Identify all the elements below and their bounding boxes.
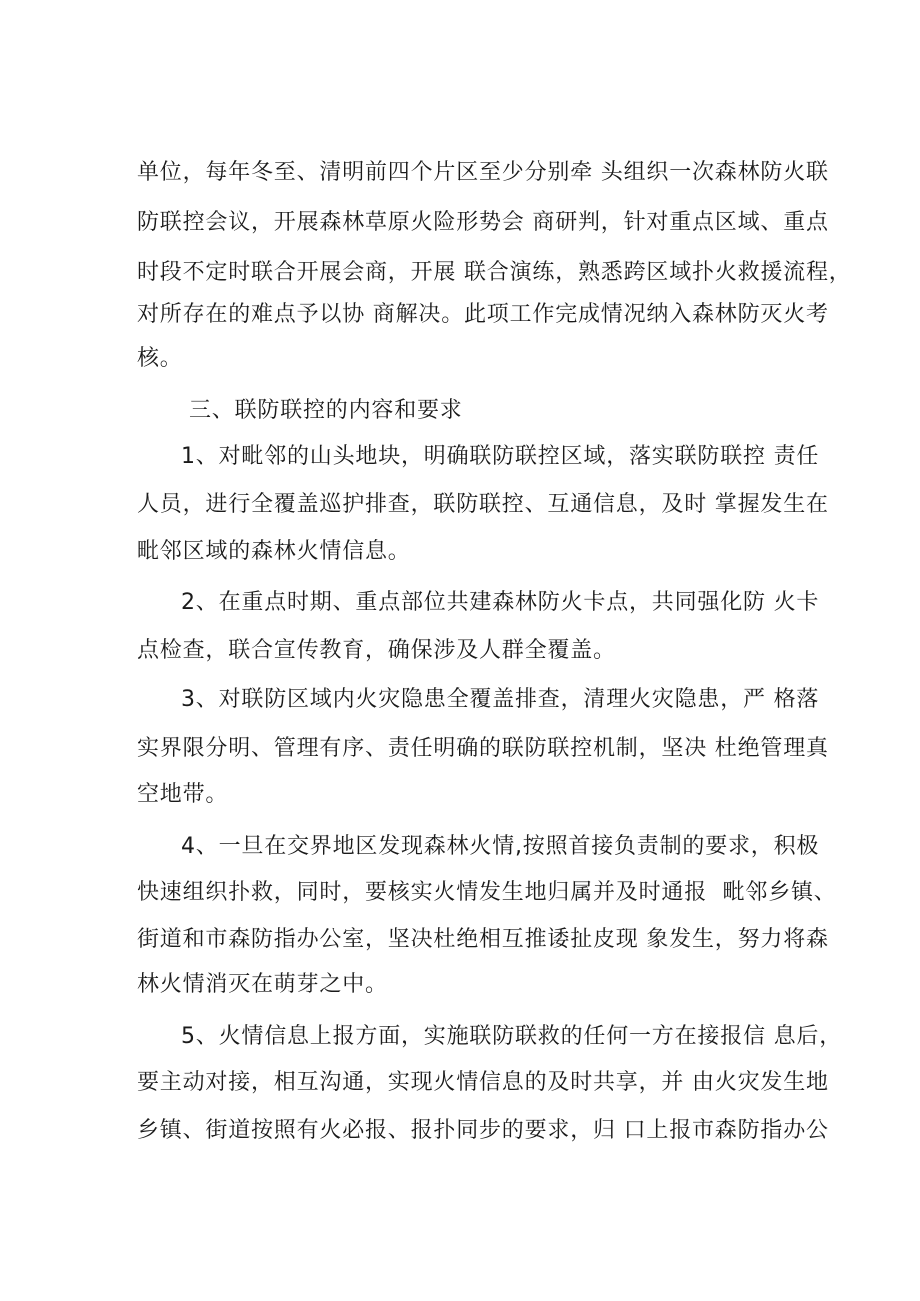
- paragraph-line: 对所存在的难点予以协 商解决。此项工作完成情况纳入森林防灭火考: [137, 302, 829, 327]
- paragraph-line: 快速组织扑救，同时，要核实火情发生地归属并及时通报 毗邻乡镇、: [137, 880, 837, 905]
- paragraph-line: 人员，进行全覆盖巡护排查，联防联控、互通信息，及时 掌握发生在: [137, 492, 829, 517]
- paragraph-line: 林火情消灭在萌芽之中。: [137, 972, 388, 997]
- paragraph-line: 单位，每年冬至、清明前四个片区至少分别牵 头组织一次森林防火联: [137, 160, 829, 185]
- paragraph-line: 实界限分明、管理有序、责任明确的联防联控机制，坚决 杜绝管理真: [137, 736, 829, 761]
- paragraph-line: 2、在重点时期、重点部位共建森林防火卡点，共同强化防 火卡: [181, 590, 820, 615]
- paragraph-line: 要主动对接，相互沟通，实现火情信息的及时共享，并 由火灾发生地: [137, 1070, 829, 1095]
- paragraph-line: 时段不定时联合开展会商，开展 联合演练，熟悉跨区域扑火救援流程，: [137, 260, 852, 285]
- paragraph-line: 3、对联防区域内火灾隐患全覆盖排查，清理火灾隐患，严 格落: [181, 687, 820, 712]
- paragraph-line: 空地带。: [137, 782, 229, 807]
- paragraph-line: 街道和市森防指办公室，坚决杜绝相互推诿扯皮现 象发生，努力将森: [137, 927, 829, 952]
- paragraph-line: 核。: [137, 346, 183, 371]
- paragraph-line: 乡镇、街道按照有火必报、报扑同步的要求，归 口上报市森防指办公: [137, 1118, 829, 1143]
- paragraph-line: 4、一旦在交界地区发现森林火情,按照首接负责制的要求，积极: [181, 834, 820, 859]
- paragraph-line: 毗邻区域的森林火情信息。: [137, 539, 411, 564]
- paragraph-line: 5、火情信息上报方面，实施联防联救的任何一方在接报信 息后，: [181, 1024, 842, 1049]
- paragraph-line: 1、对毗邻的山头地块，明确联防联控区域，落实联防联控 责任: [181, 444, 820, 469]
- paragraph-line: 点检查，联合宣传教育，确保涉及人群全覆盖。: [137, 638, 616, 663]
- paragraph-line: 防联控会议，开展森林草原火险形势会 商研判，针对重点区域、重点: [137, 210, 829, 235]
- section-heading: 三、联防联控的内容和要求: [189, 398, 463, 423]
